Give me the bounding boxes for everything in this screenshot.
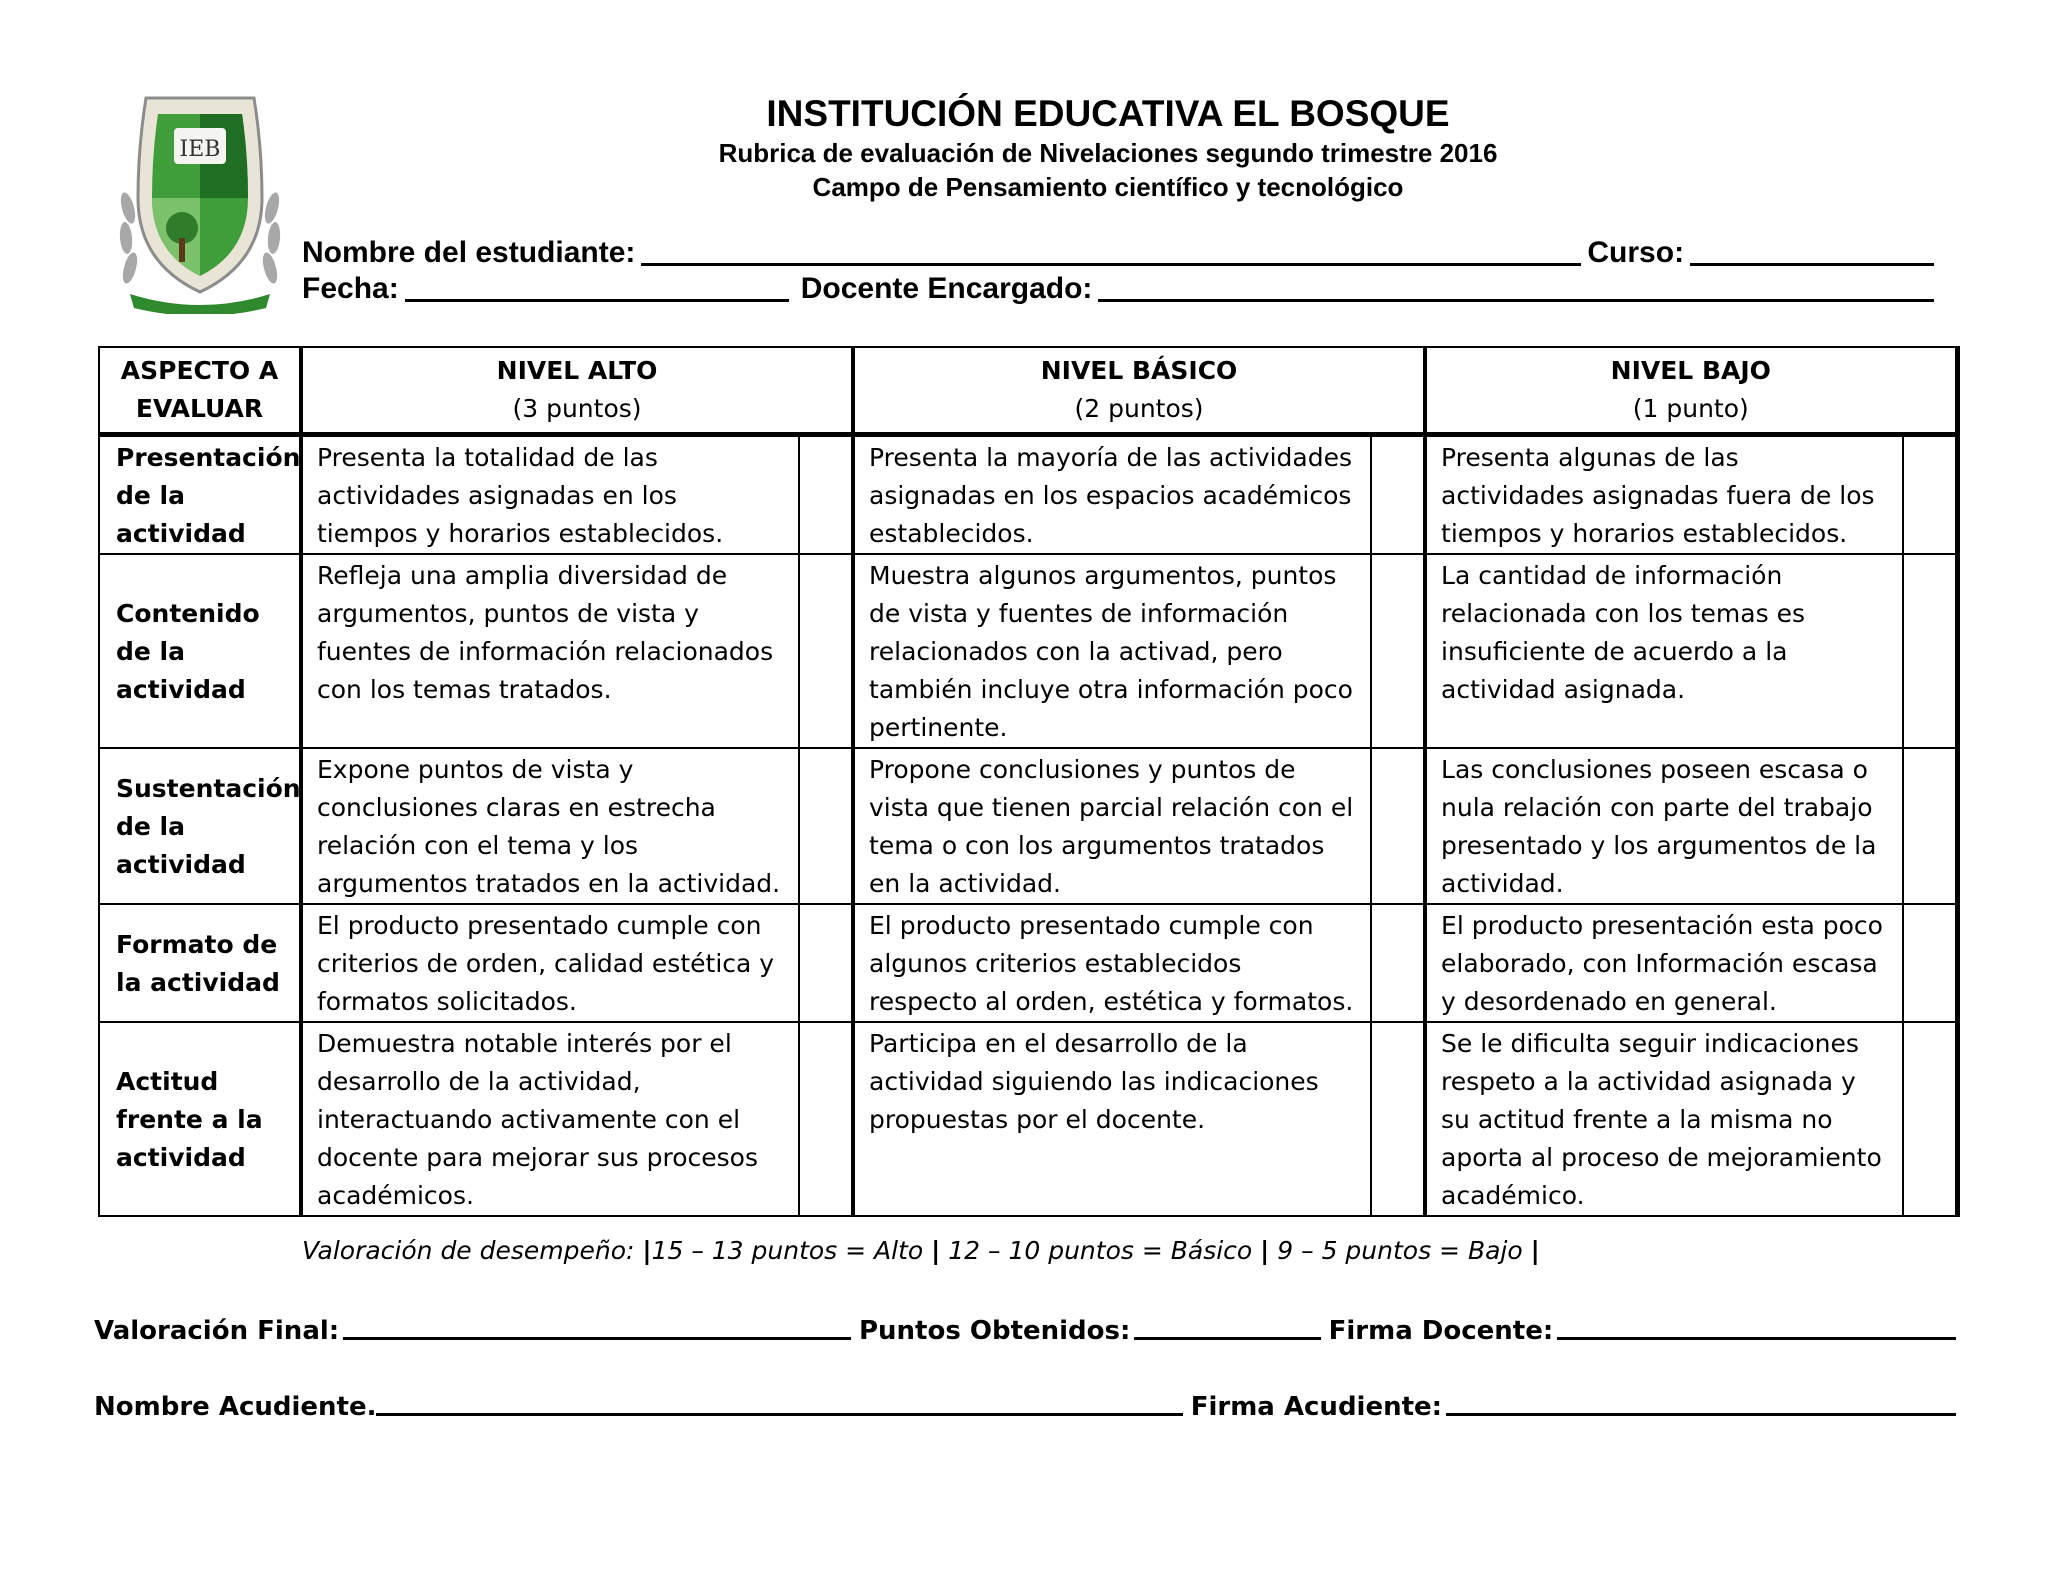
alto-score-box[interactable] (799, 554, 853, 748)
guardian-signature-field[interactable] (1446, 1389, 1956, 1416)
header-title: NIVEL BAJO (1610, 356, 1771, 385)
date-label: Fecha: (302, 272, 399, 305)
teacher-signature-label: Firma Docente: (1328, 1316, 1554, 1346)
aspect-cell: Contenido de la actividad (99, 554, 301, 748)
separator: | (1530, 1236, 1540, 1265)
guardian-signature-label: Firma Acudiente: (1190, 1392, 1443, 1422)
basico-cell: Participa en el desarrollo de la actividad siguiendo las indicaciones propuestas por el docente. (853, 1022, 1371, 1216)
basico-score-box[interactable] (1371, 1022, 1425, 1216)
basico-score-box[interactable] (1371, 904, 1425, 1022)
alto-score-box[interactable] (799, 748, 853, 904)
aspect-cell: Formato de la actividad (99, 904, 301, 1022)
bajo-score-box[interactable] (1903, 554, 1957, 748)
table-row (99, 435, 1957, 555)
scale-bajo: 9 – 5 puntos = Bajo (1277, 1236, 1523, 1265)
teacher-field[interactable] (1098, 273, 1934, 302)
basico-cell: Presenta la mayoría de las actividades asignadas en los espacios académicos establecidos. (853, 435, 1371, 555)
table-row (99, 554, 1957, 748)
header-aspect (99, 347, 301, 435)
institution-title: INSTITUCIÓN EDUCATIVA EL BOSQUE (766, 93, 1450, 134)
document-header (560, 92, 1656, 204)
header-title: NIVEL ALTO (496, 356, 658, 385)
basico-cell: El producto presentado cumple con algunos criterios establecidos respecto al orden, estética y formatos. (853, 904, 1371, 1022)
table-row (99, 1022, 1957, 1216)
scale-prefix: Valoración de desempeño: (302, 1236, 635, 1265)
header-points: (3 puntos) (512, 394, 642, 423)
bajo-score-box[interactable] (1903, 435, 1957, 555)
bajo-cell: Las conclusiones poseen escasa o nula relación con parte del trabajo presentado y los argumentos de la actividad. (1425, 748, 1903, 904)
basico-cell: Propone conclusiones y puntos de vista que tienen parcial relación con el tema o con los argumentos tratados en la actividad. (853, 748, 1371, 904)
bajo-cell: La cantidad de información relacionada con los temas es insuficiente de acuerdo a la actividad asignada. (1425, 554, 1903, 748)
course-field[interactable] (1690, 237, 1934, 266)
guardian-line (94, 1382, 1964, 1422)
basico-score-box[interactable] (1371, 748, 1425, 904)
table-header-row (99, 347, 1957, 435)
alto-cell: Expone puntos de vista y conclusiones claras en estrecha relación con el tema y los argumentos tratados en la actividad. (301, 748, 799, 904)
bajo-score-box[interactable] (1903, 1022, 1957, 1216)
header-title: NIVEL BÁSICO (1040, 356, 1238, 385)
final-evaluation-label: Valoración Final: (94, 1316, 340, 1346)
field-title: Campo de Pensamiento científico y tecnológico (812, 172, 1404, 202)
student-info-fields (302, 234, 1966, 306)
separator: | (1260, 1236, 1270, 1265)
header-points: (1 punto) (1632, 394, 1749, 423)
guardian-name-label: Nombre Acudiente. (94, 1392, 377, 1422)
points-field[interactable] (1134, 1313, 1320, 1340)
header-aspect-title: ASPECTO A EVALUAR (120, 356, 279, 423)
document-subtitle: Rubrica de evaluación de Nivelaciones segundo trimestre 2016 (718, 138, 1498, 168)
bajo-cell: Se le dificulta seguir indicaciones respeto a la actividad asignada y su actitud frente a la misma no aporta al proceso de mejoramiento académico. (1425, 1022, 1903, 1216)
scale-basico: 12 – 10 puntos = Básico (948, 1236, 1253, 1265)
student-name-field[interactable] (641, 237, 1581, 266)
header-points: (2 puntos) (1074, 394, 1204, 423)
student-name-label: Nombre del estudiante: (302, 236, 636, 269)
basico-score-box[interactable] (1371, 435, 1425, 555)
header-nivel-bajo (1425, 347, 1957, 435)
school-logo (116, 88, 284, 314)
header-nivel-alto (301, 347, 853, 435)
basico-cell: Muestra algunos argumentos, puntos de vista y fuentes de información relacionados con la activad, pero también incluye otra información poco pertinente. (853, 554, 1371, 748)
teacher-label: Docente Encargado: (800, 272, 1093, 305)
points-label: Puntos Obtenidos: (858, 1316, 1131, 1346)
bajo-score-box[interactable] (1903, 904, 1957, 1022)
separator: | (931, 1236, 941, 1265)
final-evaluation-field[interactable] (343, 1313, 851, 1340)
student-line (302, 234, 1966, 270)
svg-text:IEB: IEB (179, 137, 221, 162)
table-row (99, 748, 1957, 904)
course-label: Curso: (1587, 236, 1685, 269)
bajo-cell: Presenta algunas de las actividades asignadas fuera de los tiempos y horarios establecidos. (1425, 435, 1903, 555)
alto-cell: El producto presentado cumple con criterios de orden, calidad estética y formatos solicitados. (301, 904, 799, 1022)
alto-cell: Presenta la totalidad de las actividades asignadas en los tiempos y horarios establecidos. (301, 435, 799, 555)
performance-scale (0, 1233, 2048, 1269)
alto-score-box[interactable] (799, 435, 853, 555)
guardian-name-field[interactable] (376, 1389, 1182, 1416)
table-row (99, 904, 1957, 1022)
rubric-table (98, 346, 1960, 1217)
scale-alto: 15 – 13 puntos = Alto (651, 1236, 924, 1265)
bajo-cell: El producto presentación esta poco elaborado, con Información escasa y desordenado en general. (1425, 904, 1903, 1022)
alto-cell: Demuestra notable interés por el desarrollo de la actividad, interactuando activamente con el docente para mejorar sus procesos académicos. (301, 1022, 799, 1216)
aspect-cell: Presentación de la actividad (99, 435, 301, 555)
aspect-cell: Actitud frente a la actividad (99, 1022, 301, 1216)
teacher-signature-field[interactable] (1557, 1313, 1956, 1340)
date-field[interactable] (405, 273, 789, 302)
aspect-cell: Sustentación de la actividad (99, 748, 301, 904)
header-nivel-basico (853, 347, 1425, 435)
alto-score-box[interactable] (799, 904, 853, 1022)
basico-score-box[interactable] (1371, 554, 1425, 748)
date-line (302, 270, 1966, 306)
alto-score-box[interactable] (799, 1022, 853, 1216)
final-evaluation-line (94, 1306, 1964, 1346)
bajo-score-box[interactable] (1903, 748, 1957, 904)
separator: | (642, 1236, 652, 1265)
alto-cell: Refleja una amplia diversidad de argumentos, puntos de vista y fuentes de información relacionados con los temas tratados. (301, 554, 799, 748)
